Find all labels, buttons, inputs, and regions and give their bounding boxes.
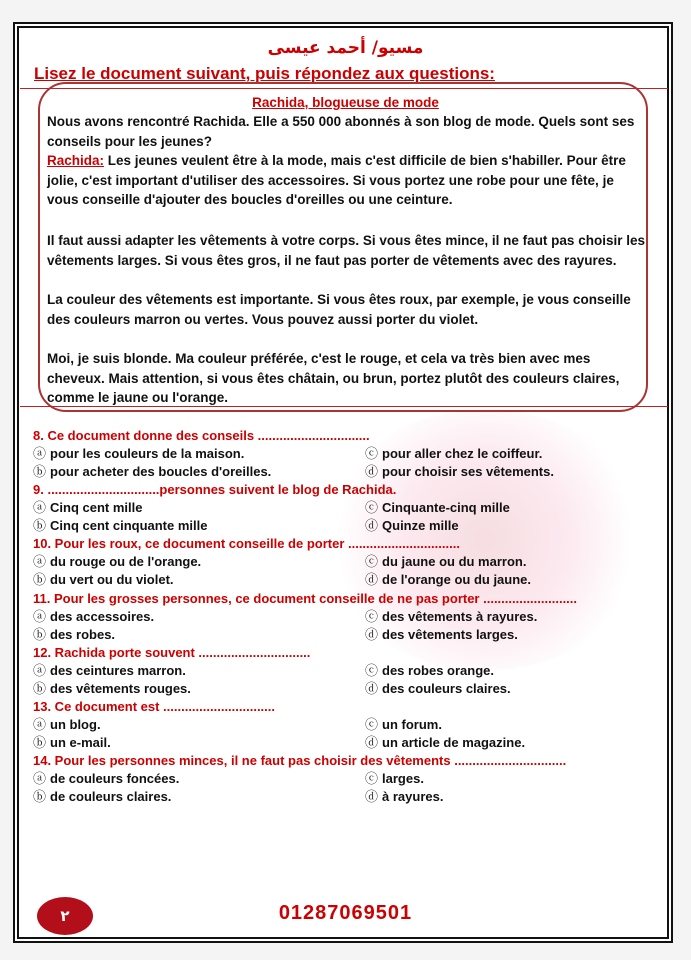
question-14: 14. Pour les personnes minces, il ne faut pas choisir des vêtements ............................... <box>33 753 567 769</box>
option-10-b[interactable] <box>33 571 174 589</box>
option-marker: ⓒ <box>365 771 379 787</box>
option-marker: ⓒ <box>365 554 379 570</box>
author-name: مسيو/ أحمد عيسى <box>267 38 424 58</box>
option-marker: ⓓ <box>365 626 379 642</box>
option-marker: ⓑ <box>33 789 47 805</box>
option-text: des vêtements à rayures. <box>382 608 538 624</box>
option-marker: ⓓ <box>365 518 379 534</box>
option-10-a[interactable] <box>33 553 201 571</box>
option-14-a[interactable] <box>33 770 179 788</box>
option-text: de l'orange ou du jaune. <box>382 572 532 588</box>
option-text: pour aller chez le coiffeur. <box>382 446 543 461</box>
option-marker: ⓑ <box>33 626 47 642</box>
paragraph-1-text: Les jeunes veulent être à la mode, mais c'est difficile de bien s'habiller. Pour être jolie, c'est important d'utiliser des accessoires. Si vous portez une robe pour une fête, je vous conseille d'ajouter des boucles d'oreilles ou une ceinture. <box>47 153 626 207</box>
option-marker: ⓓ <box>365 735 379 750</box>
option-11-a[interactable] <box>33 608 154 626</box>
option-marker: ⓒ <box>365 608 379 624</box>
option-text: des robes. <box>50 626 116 642</box>
option-12-c[interactable] <box>365 662 494 680</box>
option-text: un article de magazine. <box>382 735 526 750</box>
option-text: Cinquante-cinq mille <box>382 500 510 516</box>
option-8-a[interactable] <box>33 445 244 463</box>
option-marker: ⓐ <box>33 446 47 461</box>
question-12: 12. Rachida porte souvent ............................... <box>33 644 311 660</box>
option-9-a[interactable] <box>33 499 142 517</box>
option-text: des accessoires. <box>50 608 155 624</box>
option-text: Cinq cent cinquante mille <box>50 518 208 534</box>
option-8-c[interactable] <box>365 445 542 463</box>
option-11-b[interactable] <box>33 626 115 644</box>
paragraph-4: Moi, je suis blonde. Ma couleur préférée, c'est le rouge, et cela va très bien avec mes cheveux. Mais attention, si vous êtes châtain, ou brun, portez plutôt des couleurs claires, comme le jaune ou l'orange. <box>47 351 620 405</box>
option-9-b[interactable] <box>33 517 207 535</box>
option-text: de couleurs claires. <box>50 789 172 805</box>
option-12-a[interactable] <box>33 662 186 680</box>
question-9: 9. ...............................personnes suivent le blog de Rachida. <box>33 482 397 498</box>
option-text: du jaune ou du marron. <box>382 554 527 570</box>
option-8-d[interactable] <box>365 463 554 481</box>
option-9-d[interactable] <box>365 517 459 535</box>
intro-paragraph: Nous avons rencontré Rachida. Elle a 550 000 abonnés à son blog de mode. Quels sont ses conseils pour les jeunes? <box>47 114 635 149</box>
option-12-d[interactable] <box>365 680 511 698</box>
option-marker: ⓒ <box>365 662 379 678</box>
option-text: du rouge ou de l'orange. <box>50 554 202 570</box>
option-text: larges. <box>382 771 424 787</box>
option-marker: ⓓ <box>365 464 379 479</box>
option-marker: ⓑ <box>33 572 47 588</box>
question-10: 10. Pour les roux, ce document conseille de porter ............................... <box>33 536 460 552</box>
option-text: des vêtements rouges. <box>50 680 191 696</box>
option-10-c[interactable] <box>365 553 526 571</box>
option-marker: ⓒ <box>365 717 379 732</box>
option-13-c[interactable] <box>365 716 442 734</box>
question-8: 8. Ce document donne des conseils ............................... <box>33 428 370 443</box>
option-13-a[interactable] <box>33 716 101 734</box>
page-number-badge: ٢ <box>37 897 93 935</box>
document-title: Rachida, blogueuse de mode <box>252 95 439 110</box>
paragraph-2: Il faut aussi adapter les vêtements à votre corps. Si vous êtes mince, il ne faut pas choisir les vêtements larges. Si vous êtes gros, il ne faut pas porter de vêtements avec des rayures. <box>47 233 645 268</box>
option-marker: ⓐ <box>33 717 47 732</box>
option-marker: ⓓ <box>365 680 379 696</box>
option-marker: ⓐ <box>33 554 47 570</box>
option-marker: ⓐ <box>33 608 47 624</box>
option-10-d[interactable] <box>365 571 531 589</box>
option-marker: ⓒ <box>365 500 379 516</box>
paragraph-3: La couleur des vêtements est importante. Si vous êtes roux, par exemple, je vous conseille des couleurs marron ou vertes. Vous pouvez aussi porter du violet. <box>47 292 631 327</box>
question-11: 11. Pour les grosses personnes, ce document conseille de ne pas porter .......................... <box>33 590 578 606</box>
option-marker: ⓓ <box>365 789 379 805</box>
option-marker: ⓐ <box>33 500 47 516</box>
option-text: un forum. <box>382 717 442 732</box>
option-text: un blog. <box>50 717 101 732</box>
phone-number: 01287069501 <box>278 902 413 924</box>
option-marker: ⓐ <box>33 662 47 678</box>
option-14-d[interactable] <box>365 788 443 806</box>
option-14-b[interactable] <box>33 788 171 806</box>
option-12-b[interactable] <box>33 680 191 698</box>
option-marker: ⓑ <box>33 735 47 750</box>
option-text: des robes orange. <box>382 662 494 678</box>
option-text: pour acheter des boucles d'oreilles. <box>50 464 272 479</box>
paragraph-1 <box>47 151 647 210</box>
option-13-d[interactable] <box>365 734 525 752</box>
option-14-c[interactable] <box>365 770 424 788</box>
option-marker: ⓐ <box>33 771 47 787</box>
option-marker: ⓑ <box>33 680 47 696</box>
option-11-c[interactable] <box>365 608 537 626</box>
option-text: de couleurs foncées. <box>50 771 180 787</box>
option-13-b[interactable] <box>33 734 111 752</box>
option-text: un e-mail. <box>50 735 111 750</box>
option-marker: ⓓ <box>365 572 379 588</box>
option-marker: ⓒ <box>365 446 379 461</box>
option-text: Quinze mille <box>382 518 459 534</box>
question-13: 13. Ce document est ............................... <box>33 699 276 714</box>
option-marker: ⓑ <box>33 464 47 479</box>
option-marker: ⓑ <box>33 518 47 534</box>
option-text: Cinq cent mille <box>50 500 143 516</box>
option-text: du vert ou du violet. <box>50 572 174 588</box>
option-text: pour choisir ses vêtements. <box>382 464 554 479</box>
option-text: des couleurs claires. <box>382 680 511 696</box>
option-text: pour les couleurs de la maison. <box>50 446 245 461</box>
speaker-label: Rachida: <box>47 153 105 168</box>
option-text: des vêtements larges. <box>382 626 518 642</box>
option-9-c[interactable] <box>365 499 510 517</box>
option-11-d[interactable] <box>365 626 518 644</box>
divider-bottom <box>20 406 668 407</box>
instruction: Lisez le document suivant, puis répondez aux questions: <box>34 64 495 83</box>
option-text: des ceintures marron. <box>50 662 186 678</box>
option-text: à rayures. <box>382 789 444 805</box>
option-8-b[interactable] <box>33 463 271 481</box>
